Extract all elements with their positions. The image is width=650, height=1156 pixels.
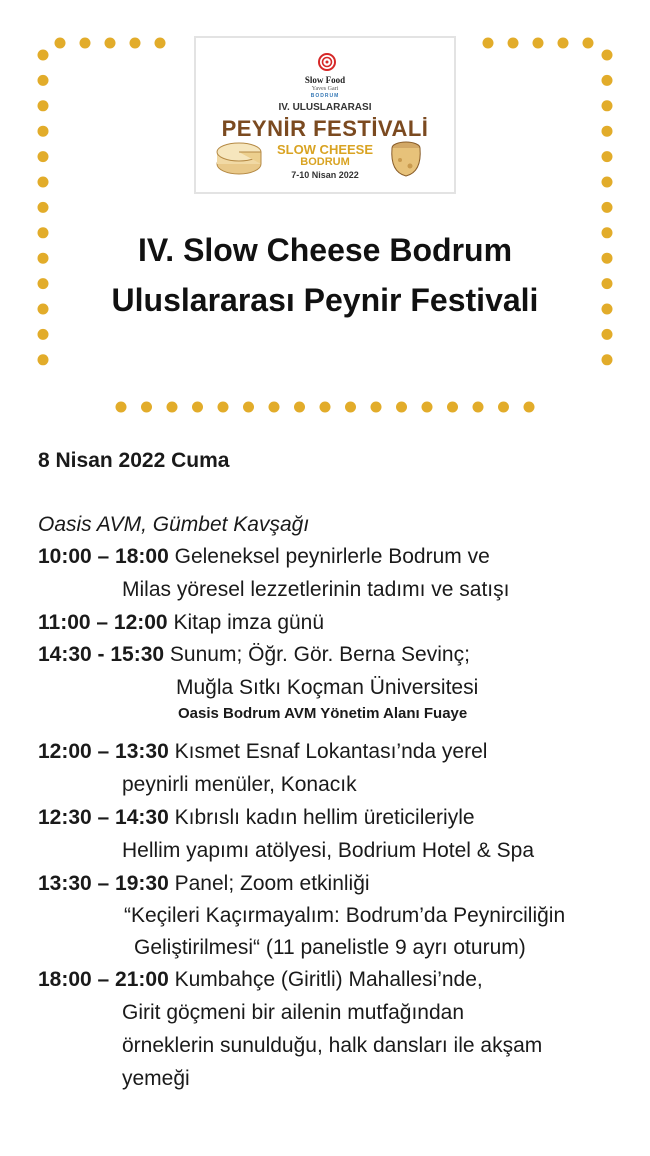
frame-dot bbox=[155, 38, 166, 49]
frame-dot bbox=[167, 402, 178, 413]
event-time: 12:00 – 13:30 bbox=[38, 740, 169, 763]
frame-dot bbox=[498, 402, 509, 413]
event-day: 8 Nisan 2022 Cuma bbox=[38, 449, 230, 472]
frame-dot bbox=[105, 38, 116, 49]
logo-org-sub: Yaves Gari bbox=[311, 86, 339, 92]
frame-dot bbox=[602, 177, 613, 188]
event-5 bbox=[38, 806, 475, 830]
frame-dot bbox=[320, 402, 331, 413]
frame-dot bbox=[116, 402, 127, 413]
frame-dot bbox=[218, 402, 229, 413]
frame-dot bbox=[371, 402, 382, 413]
event-7 bbox=[38, 968, 483, 992]
frame-dot bbox=[583, 38, 594, 49]
event-6-line-3: Geliştirilmesi“ (11 panelistle 9 ayrı oturum) bbox=[134, 936, 526, 959]
frame-dot bbox=[130, 38, 141, 49]
event-desc: Kumbahçe (Giritli) Mahallesi’nde, bbox=[168, 968, 483, 991]
event-time: 12:30 – 14:30 bbox=[38, 806, 169, 829]
frame-dot bbox=[602, 126, 613, 137]
frame-dot bbox=[422, 402, 433, 413]
event-6 bbox=[38, 872, 370, 896]
event-venue: Oasis AVM, Gümbet Kavşağı bbox=[38, 513, 310, 536]
logo-dates: 7-10 Nisan 2022 bbox=[291, 170, 359, 180]
logo-org-city: BODRUM bbox=[310, 93, 340, 99]
frame-dot bbox=[483, 38, 494, 49]
frame-dot bbox=[294, 402, 305, 413]
frame-dot bbox=[38, 329, 49, 340]
frame-dot bbox=[396, 402, 407, 413]
frame-dot bbox=[473, 402, 484, 413]
event-1 bbox=[38, 545, 490, 569]
frame-dot bbox=[602, 75, 613, 86]
frame-dot bbox=[345, 402, 356, 413]
frame-dot bbox=[243, 402, 254, 413]
frame-dot bbox=[447, 402, 458, 413]
frame-dot bbox=[558, 38, 569, 49]
event-time: 10:00 – 18:00 bbox=[38, 545, 169, 568]
event-3-line-3: Oasis Bodrum AVM Yönetim Alanı Fuaye bbox=[178, 705, 468, 722]
frame-dot bbox=[524, 402, 535, 413]
event-1-line-2: Milas yöresel lezzetlerinin tadımı ve satışı bbox=[122, 578, 510, 601]
event-3 bbox=[38, 643, 470, 667]
frame-dot bbox=[38, 202, 49, 213]
frame-dot bbox=[602, 202, 613, 213]
event-4-line-2: peynirli menüler, Konacık bbox=[122, 773, 357, 796]
frame-dot bbox=[602, 151, 613, 162]
event-time: 13:30 – 19:30 bbox=[38, 872, 169, 895]
frame-dot bbox=[55, 38, 66, 49]
event-5-line-2: Hellim yapımı atölyesi, Bodrium Hotel & Spa bbox=[122, 839, 534, 862]
page-title-line-1: IV. Slow Cheese Bodrum bbox=[137, 232, 513, 268]
frame-dot bbox=[38, 126, 49, 137]
page-title-line-2: Uluslararası Peynir Festivali bbox=[111, 282, 539, 318]
frame-dot bbox=[269, 402, 280, 413]
frame-dot bbox=[508, 38, 519, 49]
event-desc: Panel; Zoom etkinliği bbox=[168, 872, 370, 895]
frame-dot bbox=[533, 38, 544, 49]
frame-dot bbox=[38, 100, 49, 111]
event-6-line-2: “Keçileri Kaçırmayalım: Bodrum’da Peynirciliğin bbox=[124, 904, 566, 927]
event-time: 14:30 - 15:30 bbox=[38, 643, 165, 666]
logo-edition: IV. ULUSLARARASI bbox=[278, 102, 372, 113]
event-7-line-4: yemeği bbox=[122, 1067, 190, 1090]
frame-dot bbox=[80, 38, 91, 49]
frame-dot bbox=[602, 354, 613, 365]
event-time: 11:00 – 12:00 bbox=[38, 611, 168, 634]
event-2 bbox=[38, 611, 324, 635]
frame-dot bbox=[141, 402, 152, 413]
event-3-line-2: Muğla Sıtkı Koçman Üniversitesi bbox=[176, 676, 479, 699]
event-desc: Geleneksel peynirlerle Bodrum ve bbox=[168, 545, 490, 568]
frame-dot bbox=[38, 354, 49, 365]
logo-slow-cheese: SLOW CHEESE bbox=[276, 142, 374, 157]
frame-dot bbox=[602, 100, 613, 111]
frame-dot bbox=[602, 50, 613, 61]
frame-dot bbox=[38, 75, 49, 86]
logo-org: Slow Food bbox=[304, 75, 346, 85]
event-7-line-3: örneklerin sunulduğu, halk dansları ile akşam bbox=[122, 1034, 543, 1057]
snail-icon bbox=[317, 52, 337, 72]
frame-dot bbox=[38, 151, 49, 162]
frame-dot bbox=[38, 177, 49, 188]
frame-dot bbox=[602, 329, 613, 340]
logo-city: BODRUM bbox=[300, 156, 350, 168]
event-desc: Kitap imza günü bbox=[167, 611, 325, 634]
event-4 bbox=[38, 740, 487, 764]
festival-logo bbox=[194, 36, 456, 194]
event-desc: Kısmet Esnaf Lokantası’nda yerel bbox=[168, 740, 488, 763]
event-7-line-2: Girit göçmeni bir ailenin mutfağından bbox=[122, 1001, 465, 1024]
event-desc: Sunum; Öğr. Gör. Berna Sevinç; bbox=[164, 643, 470, 666]
frame-dot bbox=[192, 402, 203, 413]
event-desc: Kıbrıslı kadın hellim üreticileriyle bbox=[168, 806, 475, 829]
frame-dot bbox=[38, 50, 49, 61]
logo-festival: PEYNİR FESTİVALİ bbox=[221, 116, 429, 141]
event-time: 18:00 – 21:00 bbox=[38, 968, 169, 991]
